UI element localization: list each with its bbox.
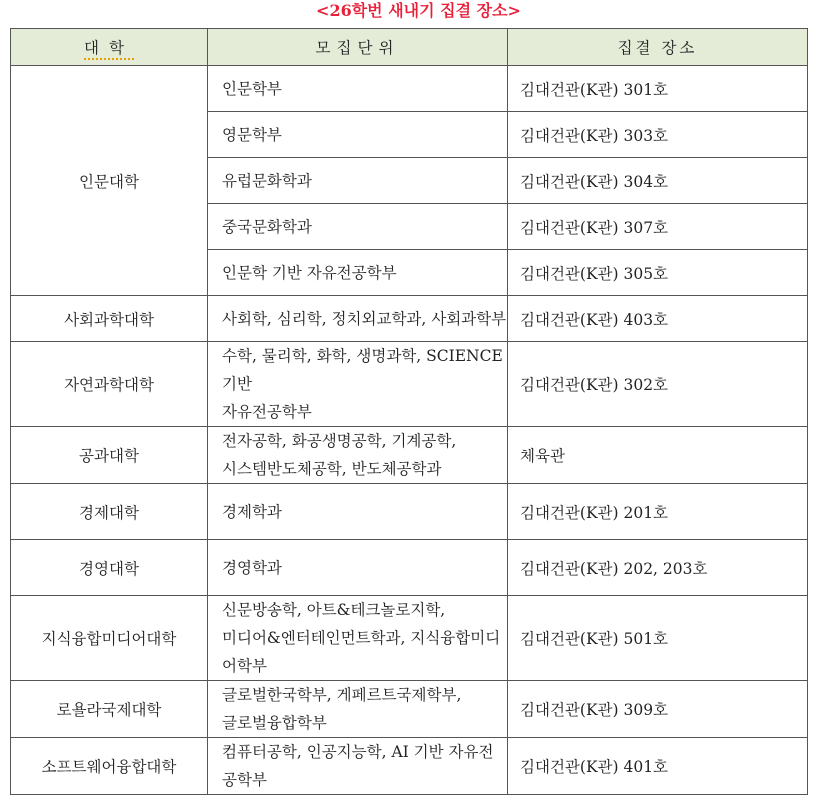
document-title: <26학번 새내기 집결 장소> <box>316 1 521 20</box>
table-row <box>11 342 808 427</box>
college-cell: 로욜라국제대학 <box>11 681 208 738</box>
table-row <box>11 738 808 795</box>
unit-cell: 인문학부 <box>208 66 508 112</box>
place-cell: 김대건관(K관) 202, 203호 <box>508 540 808 596</box>
unit-cell: 경제학과 <box>208 484 508 540</box>
unit-cell <box>208 681 508 738</box>
unit-cell: 사회학, 심리학, 정치외교학과, 사회과학부 <box>208 296 508 342</box>
unit-cell: 인문학 기반 자유전공학부 <box>208 250 508 296</box>
place-cell: 김대건관(K관) 303호 <box>508 112 808 158</box>
place-cell: 김대건관(K관) 201호 <box>508 484 808 540</box>
place-cell: 김대건관(K관) 307호 <box>508 204 808 250</box>
unit-cell: 경영학과 <box>208 540 508 596</box>
place-cell: 김대건관(K관) 302호 <box>508 342 808 427</box>
college-cell: 공과대학 <box>11 427 208 484</box>
place-cell: 김대건관(K관) 403호 <box>508 296 808 342</box>
table-row <box>11 596 808 681</box>
place-cell: 김대건관(K관) 501호 <box>508 596 808 681</box>
college-cell: 소프트웨어융합대학 <box>11 738 208 795</box>
table-row <box>11 681 808 738</box>
gathering-place-table <box>10 28 808 795</box>
place-cell: 김대건관(K관) 401호 <box>508 738 808 795</box>
place-cell: 체육관 <box>508 427 808 484</box>
unit-cell <box>208 342 508 427</box>
table-row <box>11 296 808 342</box>
place-cell: 김대건관(K관) 309호 <box>508 681 808 738</box>
header-college: 대학 <box>11 29 208 66</box>
unit-line: 미디어&엔터테인먼트학과, 지식융합미디어학부 <box>222 629 501 675</box>
unit-cell <box>208 596 508 681</box>
unit-cell: 유럽문화학과 <box>208 158 508 204</box>
unit-cell <box>208 427 508 484</box>
college-cell: 사회과학대학 <box>11 296 208 342</box>
unit-cell: 중국문화학과 <box>208 204 508 250</box>
unit-cell: 영문학부 <box>208 112 508 158</box>
table-row <box>11 540 808 596</box>
unit-line: 시스템반도체공학, 반도체공학과 <box>222 460 442 478</box>
college-cell: 지식융합미디어대학 <box>11 596 208 681</box>
place-cell: 김대건관(K관) 301호 <box>508 66 808 112</box>
header-unit: 모집단위 <box>208 29 508 66</box>
table-row <box>11 484 808 540</box>
unit-line: 글로벌융합학부 <box>222 714 327 732</box>
college-cell: 자연과학대학 <box>11 342 208 427</box>
place-cell: 김대건관(K관) 305호 <box>508 250 808 296</box>
college-cell: 경제대학 <box>11 484 208 540</box>
header-row <box>11 29 808 66</box>
place-cell: 김대건관(K관) 304호 <box>508 158 808 204</box>
table-row <box>11 427 808 484</box>
unit-cell: 컴퓨터공학, 인공지능학, AI 기반 자유전공학부 <box>208 738 508 795</box>
table-row <box>11 66 808 112</box>
unit-line: 자유전공학부 <box>222 403 312 421</box>
unit-line: 글로벌한국학부, 게페르트국제학부, <box>222 686 462 704</box>
unit-line: 수학, 물리학, 화학, 생명과학, SCIENCE 기반 <box>222 347 503 393</box>
unit-line: 신문방송학, 아트&테크놀로지학, <box>222 601 446 619</box>
college-cell: 경영대학 <box>11 540 208 596</box>
unit-line: 전자공학, 화공생명공학, 기계공학, <box>222 432 457 450</box>
header-place: 집결 장소 <box>508 29 808 66</box>
college-cell: 인문대학 <box>11 66 208 296</box>
